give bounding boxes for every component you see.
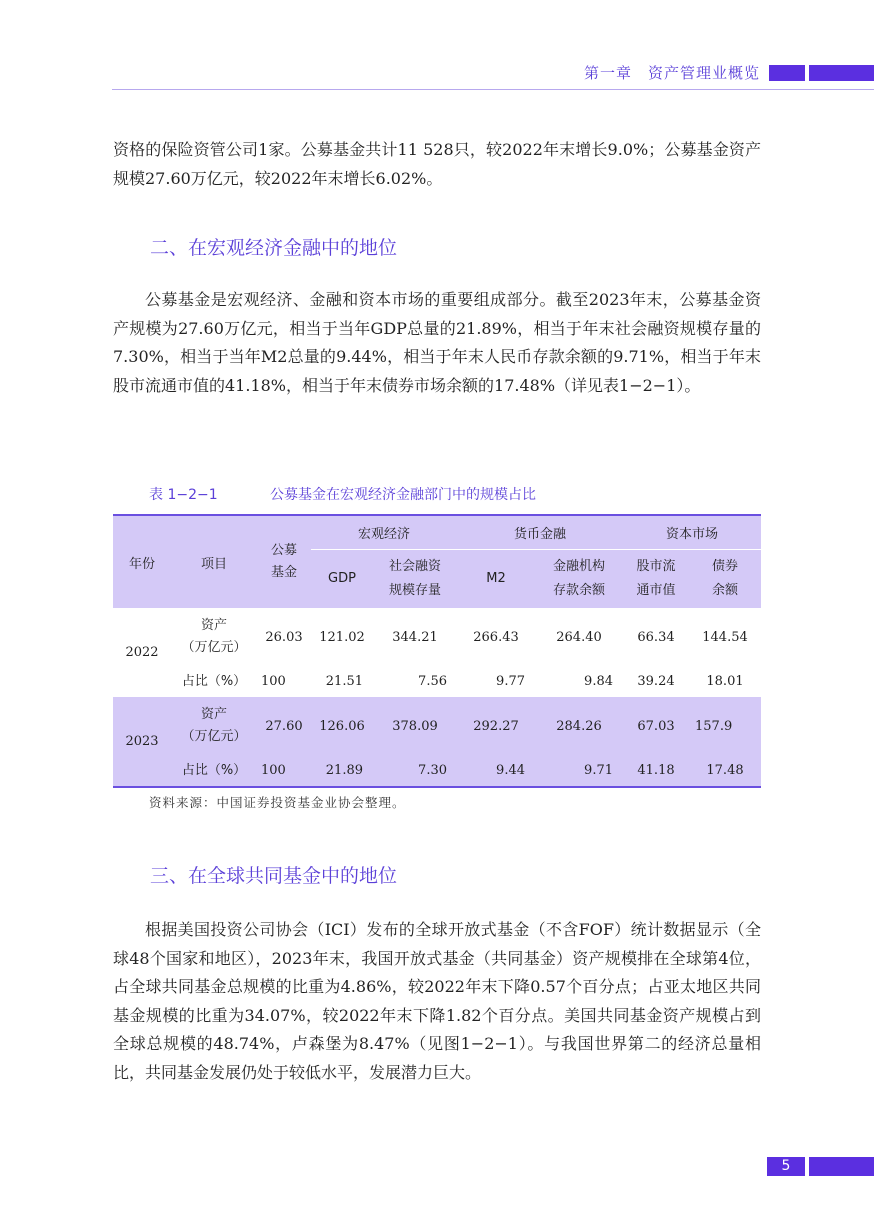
cell-label-asset: 资产 （万亿元）: [171, 697, 257, 755]
cell-2023-ratio-fund: 100: [257, 755, 311, 787]
header-stock-market: 股市流 通市值: [623, 550, 689, 609]
cell-2023-ratio-stock: 41.18: [623, 755, 689, 787]
cell-2023-ratio-m2: 9.44: [457, 755, 535, 787]
header-social-financing: 社会融资 规模存量: [373, 550, 457, 609]
cell-2022-ratio-fund: 100: [261, 674, 286, 689]
header-item: 项目: [171, 515, 257, 608]
header-group-capital: 资本市场: [623, 515, 761, 550]
cell-2023-ratio-deposit: 9.71: [535, 755, 623, 787]
cell-2022-ratio-deposit: 9.84: [584, 674, 613, 689]
footer-bar: [809, 1157, 874, 1176]
section-3-title: 三、在全球共同基金中的地位: [150, 865, 398, 887]
header-year: 年份: [113, 515, 171, 608]
table-row-2023-asset: [113, 697, 761, 755]
paragraph-3: 根据美国投资公司协会（ICI）发布的全球开放式基金（不含FOF）统计数据显示（全球48个国家和地区），2023年末，我国开放式基金（共同基金）资产规模排在全球第4位，占全球共同基金总规模的比重为4.86%，较2022年末下降0.57个百分点；占亚太地区共同基金规模的比重为34.07%，较2022年末下降1.82个百分点。美国共同基金资产规模占到全球总规模的48.74%，卢森堡为8.47%（见图1−2−1）。与我国世界第二的经济总量相比，共同基金发展仍处于较低水平，发展潜力巨大。: [113, 920, 761, 1082]
cell-2023-asset-stock: 67.03: [623, 697, 689, 755]
cell-2022-asset-stock: 66.34: [637, 629, 675, 645]
cell-2023-asset-deposit: 284.26: [535, 697, 623, 755]
cell-2023-ratio-bond: 17.48: [689, 755, 761, 787]
header-m2: M2: [457, 550, 535, 609]
table-source-note: 资料来源：中国证券投资基金业协会整理。: [149, 795, 406, 810]
cell-2023-asset-fund: 27.60: [257, 697, 311, 755]
header-bond: 债券 余额: [689, 550, 761, 609]
header-fund: 公募 基金: [257, 515, 311, 608]
cell-2023-asset-bond: 157.9: [689, 697, 761, 755]
section-2-title: 二、在宏观经济金融中的地位: [150, 237, 398, 259]
cell-label-ratio: 占比（%）: [171, 755, 257, 787]
header-gdp: GDP: [311, 550, 373, 609]
cell-2022-asset-bond: 144.54: [702, 629, 748, 645]
cell-2022-ratio-gdp: 21.51: [325, 674, 363, 689]
cell-2022-asset-gdp: 121.02: [319, 629, 365, 645]
cell-year-2022: 2022: [125, 645, 159, 660]
paragraph-1: 资格的保险资管公司1家。公募基金共计11 528只，较2022年末增长9.0%；公募基金资产规模27.60万亿元，较2022年末增长6.02%。: [113, 140, 761, 188]
cell-2023-ratio-gdp: 21.89: [311, 755, 373, 787]
header-bar-short: [769, 65, 805, 81]
cell-2022-ratio-bond: 18.01: [706, 674, 744, 689]
cell-2022-ratio-m2: 9.77: [496, 674, 525, 689]
paragraph-2: 公募基金是宏观经济、金融和资本市场的重要组成部分。截至2023年末，公募基金资产规模为27.60万亿元，相当于当年GDP总量的21.89%，相当于年末社会融资规模存量的7.30%，相当于当年M2总量的9.44%，相当于年末人民币存款余额的9.71%，相当于年末股市流通市值的41.18%，相当于年末债券市场余额的17.48%（详见表1−2−1）。: [113, 290, 761, 395]
fund-scale-table: [113, 514, 761, 788]
cell-2022-asset-m2: 266.43: [473, 629, 519, 645]
cell-2023-ratio-social: 7.30: [373, 755, 457, 787]
cell-2022-ratio-stock: 39.24: [637, 674, 675, 689]
header-group-money: 货币金融: [457, 515, 623, 550]
page-number: 5: [767, 1157, 805, 1176]
cell-2023-asset-gdp: 126.06: [311, 697, 373, 755]
cell-2022-asset-fund: 26.03: [265, 629, 303, 645]
header-divider: [112, 89, 874, 90]
cell-year-2023: 2023: [113, 697, 171, 787]
cell-2022-ratio-social: 7.56: [418, 674, 447, 689]
table-caption-title: 公募基金在宏观经济金融部门中的规模占比: [270, 487, 536, 503]
table-row-2022-asset: [113, 608, 761, 666]
table-row-2023-ratio: [113, 755, 761, 787]
header-bar-long: [809, 65, 874, 81]
table-caption-number: 表 1−2−1: [149, 487, 218, 503]
header-group-macro: 宏观经济: [311, 515, 457, 550]
cell-label-ratio: 占比（%）: [181, 673, 247, 689]
chapter-header: 第一章 资产管理业概览: [583, 64, 760, 82]
cell-2022-asset-deposit: 264.40: [556, 629, 602, 645]
table-row-2022-ratio: [113, 666, 761, 697]
cell-2023-asset-m2: 292.27: [457, 697, 535, 755]
cell-2023-asset-social: 378.09: [373, 697, 457, 755]
cell-label-asset: 资产 （万亿元）: [181, 618, 247, 655]
header-deposit: 金融机构 存款余额: [535, 550, 623, 609]
cell-2022-asset-social: 344.21: [392, 629, 438, 645]
